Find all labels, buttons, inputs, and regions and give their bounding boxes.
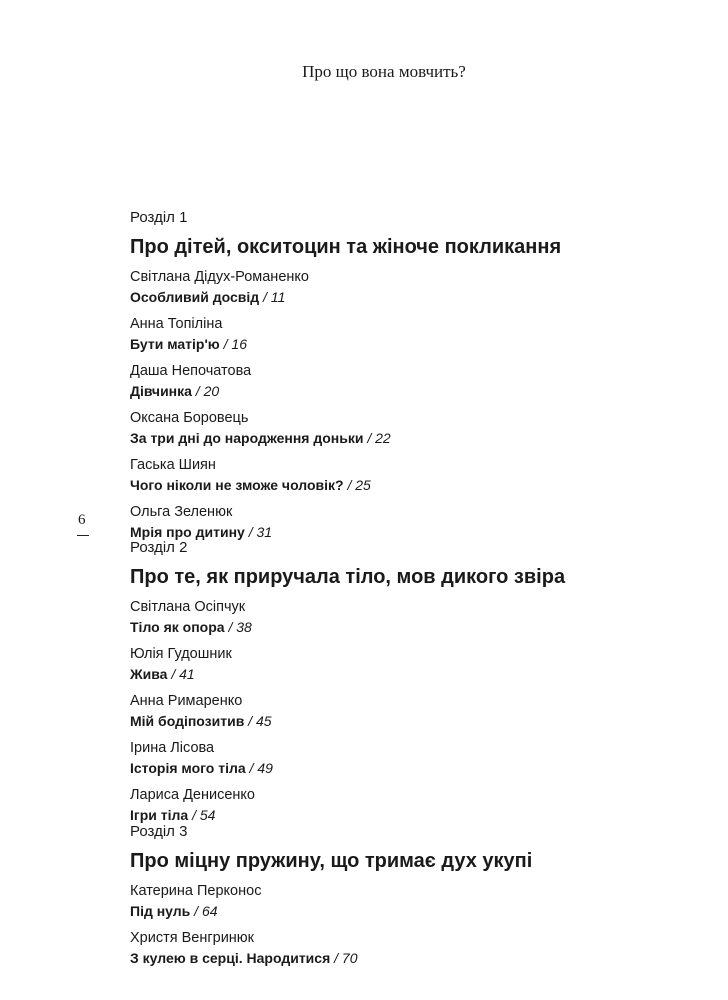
entry-page: 54 — [199, 807, 216, 823]
entry-line — [130, 287, 690, 307]
entry-title: Дівчинка — [130, 383, 192, 399]
entry-separator: / — [330, 950, 342, 966]
toc-entry — [130, 691, 690, 731]
toc-entry — [130, 267, 690, 307]
entry-author: Анна Римаренко — [130, 693, 243, 709]
toc-entry — [130, 785, 690, 825]
entry-author: Світлана Осіпчук — [130, 599, 246, 615]
entry-separator: / — [245, 760, 258, 776]
entry-page: 41 — [179, 666, 195, 682]
entry-author: Оксана Боровець — [130, 410, 249, 426]
section-2 — [130, 538, 690, 832]
entry-author: Гаська Шиян — [130, 457, 216, 473]
entry-title: Тіло як опора — [130, 619, 225, 635]
toc-entry — [130, 738, 690, 778]
toc-entry — [130, 597, 690, 637]
entry-title: Мрія про дитину — [130, 524, 245, 540]
entry-separator: / — [191, 383, 204, 399]
entry-separator: / — [259, 289, 271, 305]
toc-entry — [130, 502, 690, 542]
entry-title: Чого ніколи не зможе чоловік? — [130, 477, 344, 493]
entry-separator: / — [224, 619, 237, 635]
running-head: Про що вона мовчить? — [302, 62, 466, 81]
section-label: Розділ 1 — [130, 209, 188, 226]
section-1 — [130, 208, 690, 549]
entry-author: Юлія Гудошник — [130, 646, 232, 662]
section-3 — [130, 822, 690, 975]
entry-separator: / — [244, 524, 257, 540]
entry-title: Бути матір'ю — [130, 336, 220, 352]
entry-page: 16 — [231, 336, 247, 352]
section-label: Розділ 3 — [130, 823, 188, 840]
entry-title: Особливий досвід — [130, 289, 260, 305]
entry-separator: / — [343, 477, 356, 493]
entry-author: Катерина Перконос — [130, 883, 262, 899]
entry-author: Ірина Лісова — [130, 740, 215, 756]
entry-author: Даша Непочатова — [130, 363, 252, 379]
toc-entry — [130, 314, 690, 354]
entry-line — [130, 617, 690, 637]
entry-title: За три дні до народження доньки — [130, 430, 364, 446]
entry-separator: / — [244, 713, 256, 729]
entry-author: Лариса Денисенко — [130, 787, 255, 803]
toc-entry — [130, 361, 690, 401]
entry-line — [130, 948, 690, 968]
entry-page: 25 — [355, 477, 371, 493]
toc-entry — [130, 881, 690, 921]
entry-author: Ольга Зеленюк — [130, 504, 233, 520]
section-label: Розділ 2 — [130, 539, 188, 556]
entry-title: Під нуль — [130, 903, 191, 919]
toc-entry — [130, 455, 690, 495]
entry-title: Жива — [130, 666, 168, 682]
entry-page: 70 — [341, 950, 358, 966]
entry-line — [130, 334, 690, 354]
entry-separator: / — [219, 336, 232, 352]
entry-title: Ігри тіла — [130, 807, 189, 823]
entry-page: 49 — [257, 760, 273, 776]
entry-page: 45 — [255, 713, 272, 729]
entry-page: 31 — [256, 524, 273, 540]
entry-page: 38 — [236, 619, 252, 635]
entry-line — [130, 901, 690, 921]
entry-separator: / — [188, 807, 200, 823]
page-number-underline — [77, 535, 89, 536]
entry-line — [130, 428, 690, 448]
toc-entry — [130, 928, 690, 968]
toc-entry — [130, 408, 690, 448]
entry-page: 20 — [203, 383, 220, 399]
entry-separator: / — [190, 903, 202, 919]
section-title: Про те, як приручала тіло, мов дикого звіра — [130, 566, 566, 588]
entry-line — [130, 711, 690, 731]
entry-line — [130, 664, 690, 684]
entry-line — [130, 475, 690, 495]
entry-author: Христя Венгринюк — [130, 930, 255, 946]
entry-title: Мій бодіпозитив — [130, 713, 245, 729]
entry-title: З кулею в серці. Народитися — [130, 950, 331, 966]
section-title: Про дітей, окситоцин та жіноче покликання — [130, 236, 562, 258]
entry-page: 64 — [201, 903, 218, 919]
entry-line — [130, 758, 690, 778]
section-title: Про міцну пружину, що тримає дух укупі — [130, 850, 533, 872]
entry-line — [130, 381, 690, 401]
entry-separator: / — [167, 666, 180, 682]
entry-page: 22 — [375, 430, 391, 446]
entry-title: Історія мого тіла — [130, 760, 246, 776]
page-number: 6 — [78, 512, 86, 528]
entry-author: Анна Топіліна — [130, 316, 223, 332]
entry-author: Світлана Дідух-Романенко — [130, 269, 309, 285]
entry-separator: / — [363, 430, 376, 446]
entry-page: 11 — [270, 289, 286, 305]
toc-entry — [130, 644, 690, 684]
